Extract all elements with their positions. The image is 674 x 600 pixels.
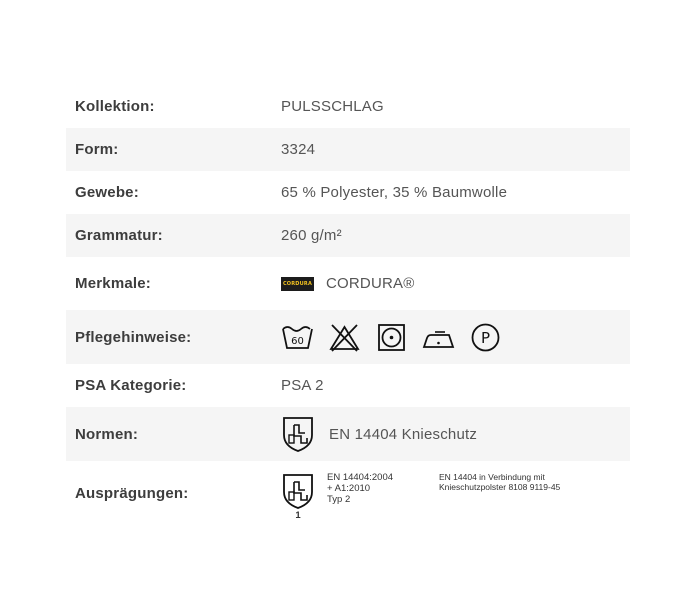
svg-text:60: 60	[291, 335, 304, 347]
form-value: 3324	[281, 141, 316, 158]
spec-label: PSA Kategorie:	[75, 377, 187, 394]
spec-label: Pflegehinweise:	[75, 328, 192, 346]
spec-value	[281, 227, 630, 244]
product-spec-table	[66, 84, 630, 525]
standard-note	[439, 472, 560, 492]
spec-value	[281, 98, 630, 115]
spec-label: Form:	[75, 141, 119, 158]
professional-dry-clean-p-icon	[469, 321, 502, 354]
note-line: Knieschutzpolster 8108 9119-45	[439, 481, 561, 492]
spec-label: Kollektion:	[75, 97, 155, 115]
psa-value: PSA 2	[281, 377, 324, 394]
spec-value	[281, 184, 630, 201]
feature-value: CORDURA®	[326, 275, 415, 292]
protection-level: 1	[295, 509, 301, 521]
tumble-dry-icon	[375, 321, 408, 354]
fabric-value: 65 % Polyester, 35 % Baumwolle	[281, 184, 508, 201]
spec-row-merkmale	[66, 257, 630, 310]
wash-60-icon	[281, 321, 314, 354]
spec-row-kollektion	[66, 84, 630, 128]
knee-protection-shield-icon	[281, 472, 315, 512]
spec-label: Gewebe:	[75, 184, 139, 201]
standard-line: + A1:2010	[327, 482, 371, 494]
spec-value	[281, 377, 630, 394]
knee-protection-shield-icon	[281, 415, 315, 453]
iron-low-icon	[422, 321, 455, 354]
standard-details	[327, 472, 439, 505]
spec-row-pflegehinweise	[66, 310, 630, 364]
spec-row-psa	[66, 364, 630, 407]
spec-label: Ausprägungen:	[75, 484, 189, 502]
spec-row-grammatur	[66, 214, 630, 257]
spec-row-auspraegungen	[66, 461, 630, 525]
cordura-logo-icon: CORDURA	[281, 277, 314, 291]
standard-value: EN 14404 Knieschutz	[329, 425, 478, 443]
svg-text:P: P	[480, 328, 491, 347]
spec-row-normen	[66, 407, 630, 461]
spec-label: Grammatur:	[75, 227, 163, 244]
spec-value	[281, 466, 630, 521]
no-bleach-icon	[328, 321, 361, 354]
standard-line: Typ 2	[327, 493, 351, 505]
standard-line: EN 14404:2004	[327, 471, 394, 483]
spec-value	[281, 141, 630, 158]
spec-row-form	[66, 128, 630, 171]
shield-with-level	[281, 472, 315, 521]
care-icons	[281, 321, 630, 354]
spec-row-gewebe	[66, 171, 630, 214]
collection-value: PULSSCHLAG	[281, 97, 384, 115]
spec-value	[281, 275, 630, 292]
weight-value: 260 g/m²	[281, 227, 342, 244]
spec-label: Normen:	[75, 425, 139, 443]
note-line: EN 14404 in Verbindung mit	[439, 471, 545, 482]
spec-label: Merkmale:	[75, 275, 152, 292]
spec-value	[281, 415, 630, 453]
